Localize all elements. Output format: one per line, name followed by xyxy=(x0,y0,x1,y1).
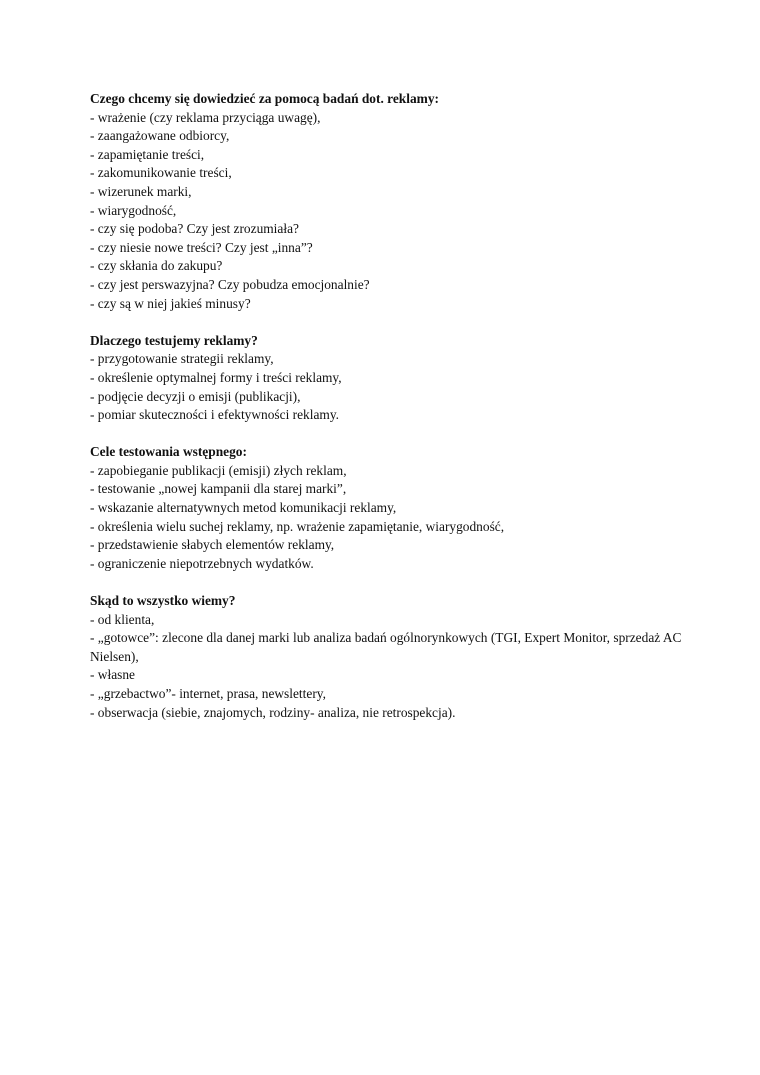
list-item: - zapamiętanie treści, xyxy=(90,146,205,162)
list-item: - przygotowanie strategii reklamy, xyxy=(90,351,274,367)
section-title: Cele testowania wstępnego: xyxy=(90,444,247,460)
section-research-goals xyxy=(90,90,710,313)
list-item: - czy skłania do zakupu? xyxy=(90,258,223,274)
section-title: Skąd to wszystko wiemy? xyxy=(90,593,236,609)
list-item: - określenie optymalnej formy i treści reklamy, xyxy=(90,369,342,385)
list-item: - „grzebactwo”- internet, prasa, newslettery, xyxy=(90,686,326,701)
list-item: - „gotowce”: zlecone dla danej marki lub analiza badań ogólnorynkowych (TGI, Expert Monitor, sprzedaż AC Nielsen), xyxy=(90,630,682,664)
section-pretest-goals xyxy=(90,443,710,573)
list-item: - zaangażowane odbiorcy, xyxy=(90,128,230,144)
section-sources xyxy=(90,592,710,722)
document-page xyxy=(90,90,710,741)
list-item: - pomiar skuteczności i efektywności reklamy. xyxy=(90,407,340,423)
list-item: - przedstawienie słabych elementów reklamy, xyxy=(90,537,335,553)
list-item: - zakomunikowanie treści, xyxy=(90,165,232,181)
list-item: - wiarygodność, xyxy=(90,202,177,218)
section-why-test xyxy=(90,332,710,425)
list-item: - podjęcie decyzji o emisji (publikacji), xyxy=(90,388,301,404)
list-item: - wrażenie (czy reklama przyciąga uwagę), xyxy=(90,109,321,125)
list-item: - czy są w niej jakieś minusy? xyxy=(90,295,251,311)
list-item: - obserwacja (siebie, znajomych, rodziny- analiza, nie retrospekcja). xyxy=(90,704,456,720)
list-item: - czy się podoba? Czy jest zrozumiała? xyxy=(90,221,299,237)
list-item: - czy jest perswazyjna? Czy pobudza emocjonalnie? xyxy=(90,276,370,292)
list-item: - wizerunek marki, xyxy=(90,183,192,199)
list-item: - od klienta, xyxy=(90,611,155,627)
list-item: - wskazanie alternatywnych metod komunikacji reklamy, xyxy=(90,500,397,516)
list-item: - czy niesie nowe treści? Czy jest „inna”? xyxy=(90,239,313,255)
list-item: - ograniczenie niepotrzebnych wydatków. xyxy=(90,555,314,571)
list-item: - testowanie „nowej kampanii dla starej marki”, xyxy=(90,481,347,497)
list-item: - określenia wielu suchej reklamy, np. wrażenie zapamiętanie, wiarygodność, xyxy=(90,518,505,534)
section-title: Dlaczego testujemy reklamy? xyxy=(90,332,258,348)
list-item: - zapobieganie publikacji (emisji) złych reklam, xyxy=(90,462,347,478)
section-title: Czego chcemy się dowiedzieć za pomocą badań dot. reklamy: xyxy=(90,91,439,106)
list-item: - własne xyxy=(90,667,135,683)
